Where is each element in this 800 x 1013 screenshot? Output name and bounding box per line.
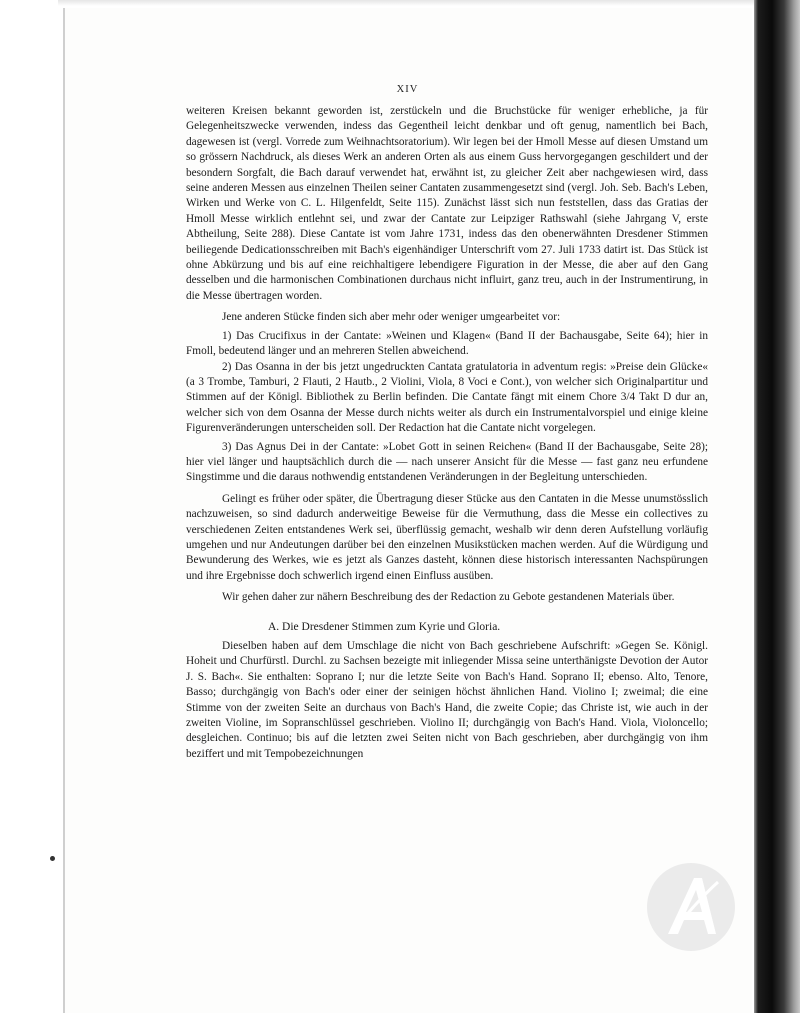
scan-top-shadow [58,0,754,6]
scan-binding-edge [754,0,800,1013]
paragraph-dresdener-stimmen: Dieselben haben auf dem Umschlage die nicht von Bach geschriebene Aufschrift: »Gegen Se. Königl. Hoheit und Churfürstl. Durchl. zu Sachsen bezeigte mit inliegender Missa seine unterthänigste Devotion der Autor J. S. Bach«. Sie enthalten: Soprano I; nur die letzte Seite von Bach's Hand. Soprano II; ebenso. Alto, Tenore, Basso; durchgängig von Bach's oder einer der seinigen höchst ähnlichen Hand. Violino I; zweimal; die eine Stimme von der zweiten Seite an durchaus von Bach's Hand, die zweite Copie; das Christe ist, wie auch in der zweiten Violine, im Sopranschlüssel geschrieben. Violino II; durchgängig von Bach's Hand. Viola, Violoncello; desgleichen. Continuo; bis auf die letzten zwei Seiten nicht von Bach geschrieben, aber durchgängig von ihm beziffert und mit Tempobezeichnungen [186,640,708,760]
paragraph-intro-list: Jene anderen Stücke finden sich aber mehr oder weniger umgearbeitet vor: [222,311,561,324]
page-number: XIV [396,84,419,95]
paragraph-material: Wir gehen daher zur nähern Beschreibung des der Redaction zu Gebote gestandenen Materials über. [222,591,675,604]
watermark-logo-icon [646,862,736,952]
scan-left-margin [0,0,58,1013]
section-heading: A. Die Dresdener Stimmen zum Kyrie und Gloria. [268,620,501,633]
list-item-osanna: 2) Das Osanna in der bis jetzt ungedruckten Cantata gratulatoria in adventum regis: »Preise dein Glücke« (a 3 Trombe, Tamburi, 2 Flauti, 2 Hautb., 2 Violini, Viola, 8 Voci e Cont.), von welcher sich Originalpartitur und Stimmen auf der Königl. Bibliothek zu Berlin befinden. Die Cantate fängt mit einem Chore 3/4 Takt D dur an, welcher sich von dem Osanna der Messe durch nichts weiter als durch ein Instrumentalvorspiel und einige kleine Figurenveränderungen unterscheiden soll. Der Redaction hat die Cantate nicht vorgelegen. [186,360,708,435]
body-text [186,104,708,762]
paragraph-continued: weiteren Kreisen bekannt geworden ist, zerstückeln und die Bruchstücke für weniger erhebliche, ja für Gelegenheitszwecke verwenden, indess das Gegentheil leicht denkbar und oft genug, namentlich bei Bach, dagewesen ist (vergl. Vorrede zum Weihnachtsoratorium). Wir legen bei der Hmoll Messe auf diesen Umstand um so grössern Nachdruck, als dieses Werk an anderen Orten als aus einem Guss hervorgegangen geschildert und der besondern Sorgfalt, die Bach darauf verwendet hat, erwähnt ist, zu gleicher Zeit aber nachgewiesen wird, dass seine anderen Messen aus einzelnen Theilen seiner Cantaten zusammengesetzt sind (vergl. Joh. Seb. Bach's Leben, Wirken und Werke von C. L. Hilgenfeldt, Seite 115). Zunächst lässt sich nun feststellen, dass das Gratias der Hmoll Messe wirklich entlehnt sei, und zwar der Cantate zur Leipziger Rathswahl (siehe Jahrgang V, erste Abtheilung, Seite 288). Diese Cantate ist vom Jahre 1731, indess das den obenerwähnten Dresdener Stimmen beiliegende Dedicationsschreiben mit Bach's eigenhändiger Unterschrift vom 27. Juli 1733 datirt ist. Das Stück ist ohne Abkürzung und bis auf eine reichhaltigere lebendigere Figuration in der Messe, die aber auf den Gang desselben und die harmonischen Combinationen durchaus nicht influirt, ganz treu, auch in der Instrumentirung, in die Messe übertragen worden. [186,105,708,302]
list-item-agnus-dei: 3) Das Agnus Dei in der Cantate: »Lobet Gott in seinen Reichen« (Band II der Bachausgabe, Seite 28); hier viel länger und hauptsächlich durch die — nach unserer Ansicht für die Messe — fast ganz neu erfundene Singstimme und die daraus nothwendig entstandenen Veränderungen in der Begleitung unterschieden. [186,440,708,484]
list-item-crucifixus: 1) Das Crucifixus in der Cantate: »Weinen und Klagen« (Band II der Bachausgabe, Seite 64); hier in Fmoll, bedeutend länger und an mehreren Stellen abweichend. [186,329,708,358]
paragraph-transfer: Gelingt es früher oder später, die Übertragung dieser Stücke aus den Cantaten in die Messe unumstösslich nachzuweisen, so sind dadurch anderweitige Beweise für die Vermuthung, dass die Messe ein collectives zu verschiedenen Zeiten entstandenes Werk sei, überflüssig gemacht, weshalb wir denn deren Aufstellung vorläufig umgehen und nur Andeutungen darüber bei den einzelnen Musikstücken machen werden. Auf die Würdigung und Bewunderung des Werkes, wie es jetzt als Ganzes dasteht, können diese historisch interessanten Nachspürungen und ihre Ergebnisse doch schwerlich irgend einen Einfluss ausüben. [186,492,708,582]
margin-dot [50,856,55,861]
